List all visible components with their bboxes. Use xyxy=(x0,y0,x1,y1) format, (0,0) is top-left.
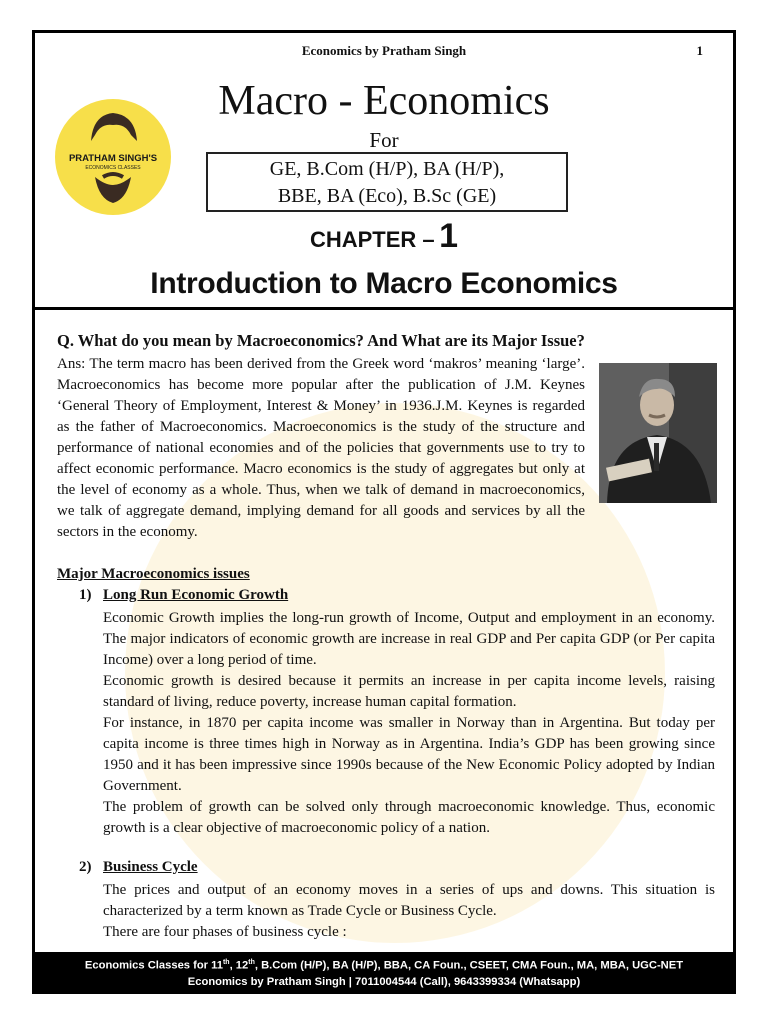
issue-1-paragraph: For instance, in 1870 per capita income was smaller in Norway than in Argentina. But today per capita income is three times high in Norway as in Argentina. India’s GDP has been growing since 1950 and it has been impressive since 1990s because of the New Economic Policy adopted by Indian Government. xyxy=(103,715,715,794)
issue-1-paragraph: Economic growth is desired because it permits an increase in per capita income levels, raising standard of living, reduce poverty, increase human capital formation. xyxy=(103,673,715,710)
issue-1-number: 1) xyxy=(79,587,92,603)
footer-line-1: Economics Classes for 11th, 12th, B.Com (H/P), BA (H/P), BBA, CA Foun., CSEET, CMA Foun., MA, MBA, UGC-NET xyxy=(84,959,684,972)
issue-1-body xyxy=(103,608,715,839)
issue-1-paragraph: Economic Growth implies the long-run growth of Income, Output and employment in an economy. The major indicators of economic growth are increase in real GDP and Per capita GDP (or Per capita Income) over a long period of time. xyxy=(103,610,715,668)
courses-box xyxy=(206,152,568,212)
issue-2-paragraph: There are four phases of business cycle : xyxy=(103,924,347,940)
issue-2-title: Business Cycle xyxy=(103,859,198,875)
logo-text: PRATHAM SINGH'S xyxy=(68,153,158,164)
footer-bar xyxy=(35,952,733,991)
issue-2-paragraph: The prices and output of an economy moves in a series of ups and downs. This situation is characterized by a term known as Trade Cycle or Business Cycle. xyxy=(103,882,715,919)
issue-2-number: 2) xyxy=(79,859,92,875)
issue-1-paragraph: The problem of growth can be solved only through macroeconomic knowledge. Thus, economic growth is a clear objective of macroeconomic policy of a nation. xyxy=(103,799,715,836)
header-divider xyxy=(35,307,733,310)
issue-2-body xyxy=(103,880,715,943)
courses-line-2: BBE, BA (Eco), B.Sc (GE) xyxy=(277,185,497,207)
for-label: For xyxy=(369,128,399,152)
question-heading: Q. What do you mean by Macroeconomics? And What are its Major Issue? xyxy=(57,331,585,350)
chapter-number: 1 xyxy=(439,217,459,255)
page-frame xyxy=(32,30,736,994)
keynes-portrait-photo xyxy=(599,363,717,503)
document-title: Macro - Economics xyxy=(218,78,550,124)
courses-line-1: GE, B.Com (H/P), BA (H/P), xyxy=(269,158,505,180)
footer-line-2: Economics by Pratham Singh | 7011004544 (Call), 9643399334 (Whatsapp) xyxy=(187,975,581,988)
answer-paragraph: Ans: The term macro has been derived from the Greek word ‘makros’ meaning ‘large’. Macroeconomics has become more popular after the publication of J.M. Keynes ‘General Theory of Employment, Interest & Money’ in 1936.J.M. Keynes is regarded as the father of Macroeconomics. Macroeconomics is the study of the structure and performance of national economies and of the policies that governments use to try to affect economic performance. Macro economics is the study of aggregates but only at the level of economy as a whole. Thus, when we talk of demand in macroeconomics, we talk of aggregate demand, implying demand for all goods and services by all the sectors in the economy. xyxy=(57,356,585,540)
chapter-title: Introduction to Macro Economics xyxy=(150,267,618,300)
chapter-heading xyxy=(35,217,733,256)
page-number: 1 xyxy=(696,43,703,58)
logo-subtext: ECONOMICS CLASSES xyxy=(85,165,141,171)
issue-1-title: Long Run Economic Growth xyxy=(103,587,289,603)
running-header: Economics by Pratham Singh xyxy=(301,43,467,58)
chapter-word: CHAPTER – xyxy=(309,227,435,252)
section-heading: Major Macroeconomics issues xyxy=(57,566,250,582)
